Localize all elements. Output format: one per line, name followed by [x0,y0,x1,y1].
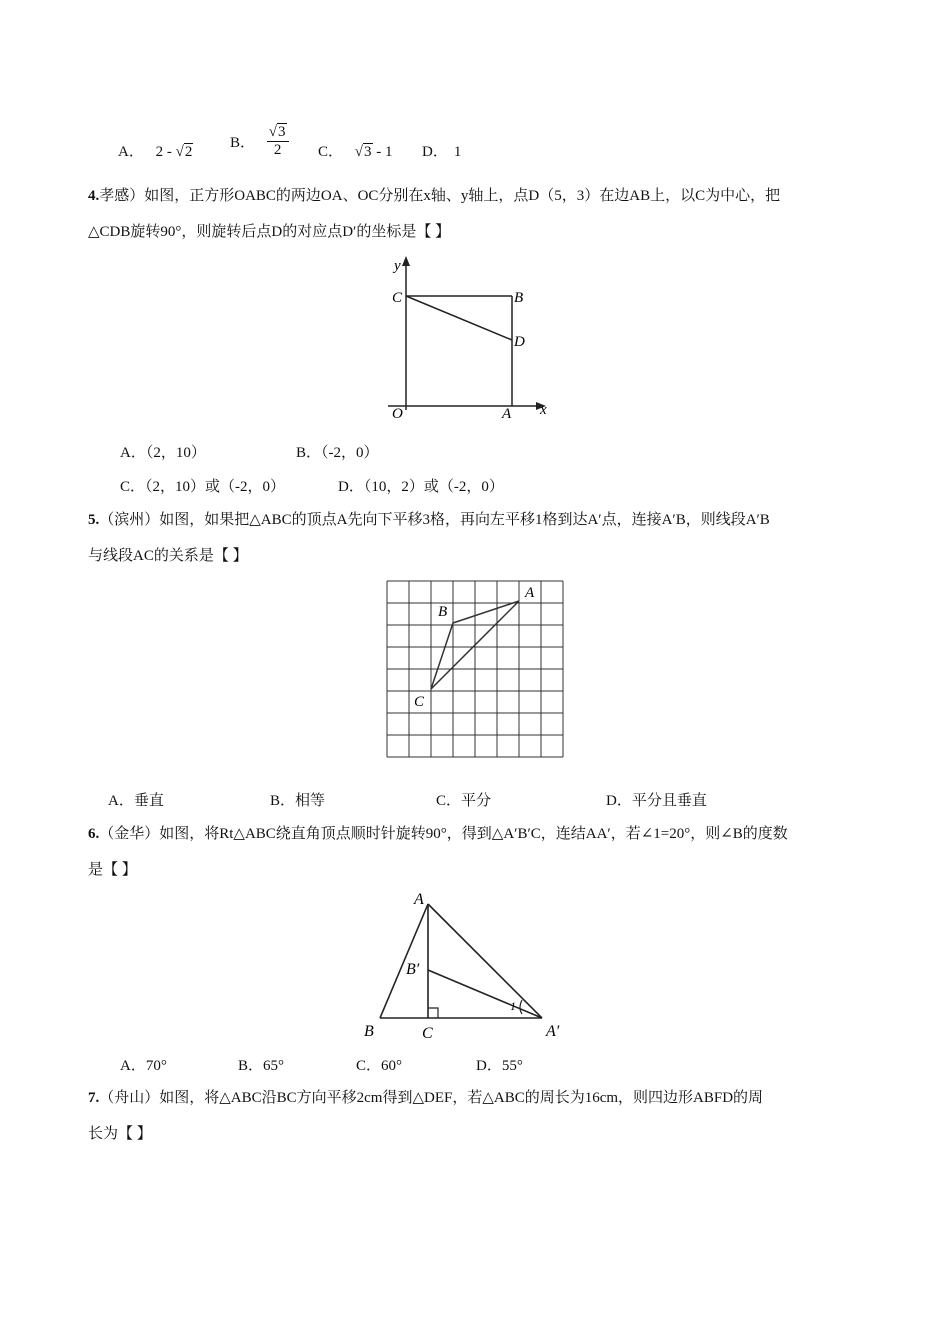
q5-number: 5. [88,512,100,528]
q5-option-d: D．平分且垂直 [606,793,707,809]
q5-segment-bc [431,623,453,689]
q3-option-b [230,124,289,159]
q6-label-angle-1: 1 [510,999,516,1013]
q5-grid-figure [382,576,568,762]
q3-option-d [422,140,461,161]
q6-number: 6. [88,826,100,842]
q6-angle-arc [520,1000,522,1014]
q6-segment-a-aprime [428,904,542,1018]
q4-figure [380,252,560,422]
q3-option-c-suffix: - 1 [372,144,393,160]
q3-option-a: A． 2 - √2 [118,144,193,160]
q6-label-b: B [364,1023,374,1040]
q6-option-c: C．60° [356,1058,403,1074]
q4-label-c: C [392,290,403,306]
q4-option-c: C．（2，10）或（-2，0） [120,479,286,495]
q6-option-d: D．55° [476,1058,523,1074]
q3-option-b-label: B． [230,135,256,151]
q5-stem-line2 [88,546,868,566]
q5-option-c: C．平分 [436,793,492,809]
q4-option-d: D．（10，2）或（-2，0） [338,479,504,495]
q3-option-b-root: 3 [278,124,286,140]
q4-text-line1: 孝感）如图，正方形OABC的两边OA、OC分别在x轴、y轴上，点D（5，3）在边AB上，以C为中心，把 [99,188,781,204]
q5-text-line1: （滨州）如图，如果把△ABC的顶点A先向下平移3格，再向左平移1格到达A′点，连接A′B，则线段A′B [99,512,770,528]
q6-label-b-prime: B′ [406,961,420,978]
q6-text-line2: 是【 】 [88,862,137,878]
q3-option-a-root: 2 [184,144,193,160]
q3-option-c-root: 3 [364,144,372,160]
q7-number: 7. [88,1090,100,1106]
q7-stem-line1 [88,1088,868,1108]
q4-label-a: A [502,406,512,422]
q4-number: 4. [88,188,100,204]
q6-label-a-prime: A′ [546,1023,560,1040]
q5-grid-lines [387,581,563,757]
q3-option-a-label: A． [118,144,144,160]
q5-stem-line1 [88,510,868,530]
q4-label-d: D [514,334,525,350]
q6-stem-line1 [88,824,868,844]
q3-option-b-fraction: $\frac{√3}{2}$ [267,124,289,159]
q3-option-c-label: C． [318,144,344,160]
q7-stem-line2 [88,1124,868,1144]
q7-text-line2: 长为【 】 [88,1126,152,1142]
q6-option-a: A．70° [120,1058,167,1074]
q5-segment-ba [453,601,519,623]
q5-option-b: B．相等 [270,793,326,809]
q7-text-line1: （舟山）如图，将△ABC沿BC方向平移2cm得到△DEF，若△ABC的周长为16cm，则四边形ABFD的周 [99,1090,764,1106]
q4-stem-line1 [88,186,868,206]
q4-label-b: B [514,290,524,306]
q5-text-line2: 与线段AC的关系是【 】 [88,548,248,564]
q3-option-b-den: 2 [273,142,282,158]
q5-label-a: A [525,585,535,601]
q4-label-x: x [540,402,547,418]
q4-label-y: y [394,258,401,274]
q4-y-arrow [402,256,410,266]
q6-label-a: A [414,891,424,908]
q5-label-b: B [438,604,448,620]
q6-text-line1: （金华）如图，将Rt△ABC绕直角顶点顺时针旋转90°，得到△A′B′C，连结AA′，若∠1=20°，则∠B的度数 [99,826,788,842]
q4-segment-cd [406,296,512,340]
q4-label-o: O [392,406,403,422]
q6-right-angle-mark [428,1008,438,1018]
q3-option-a-prefix: 2 - [155,144,176,160]
q3-option-d-label: D． [422,144,448,160]
q5-option-a: A．垂直 [108,793,164,809]
q6-segment-ab [380,904,428,1018]
q4-option-b: B．（-2，0） [296,445,379,461]
q5-label-c: C [414,694,425,710]
q4-text-line2: △CDB旋转90°，则旋转后点D的对应点D′的坐标是【 】 [88,224,451,240]
q6-label-c: C [422,1025,433,1042]
q4-option-a: A．（2，10） [120,445,206,461]
q6-figure [358,888,584,1044]
q6-stem-line2 [88,860,868,880]
q3-option-d-value: 1 [453,144,462,160]
q4-stem-line2 [88,222,868,242]
q6-option-b: B．65° [238,1058,285,1074]
q6-segment-bprime-aprime [428,970,542,1018]
q3-option-c: C． √3 - 1 [318,144,393,160]
